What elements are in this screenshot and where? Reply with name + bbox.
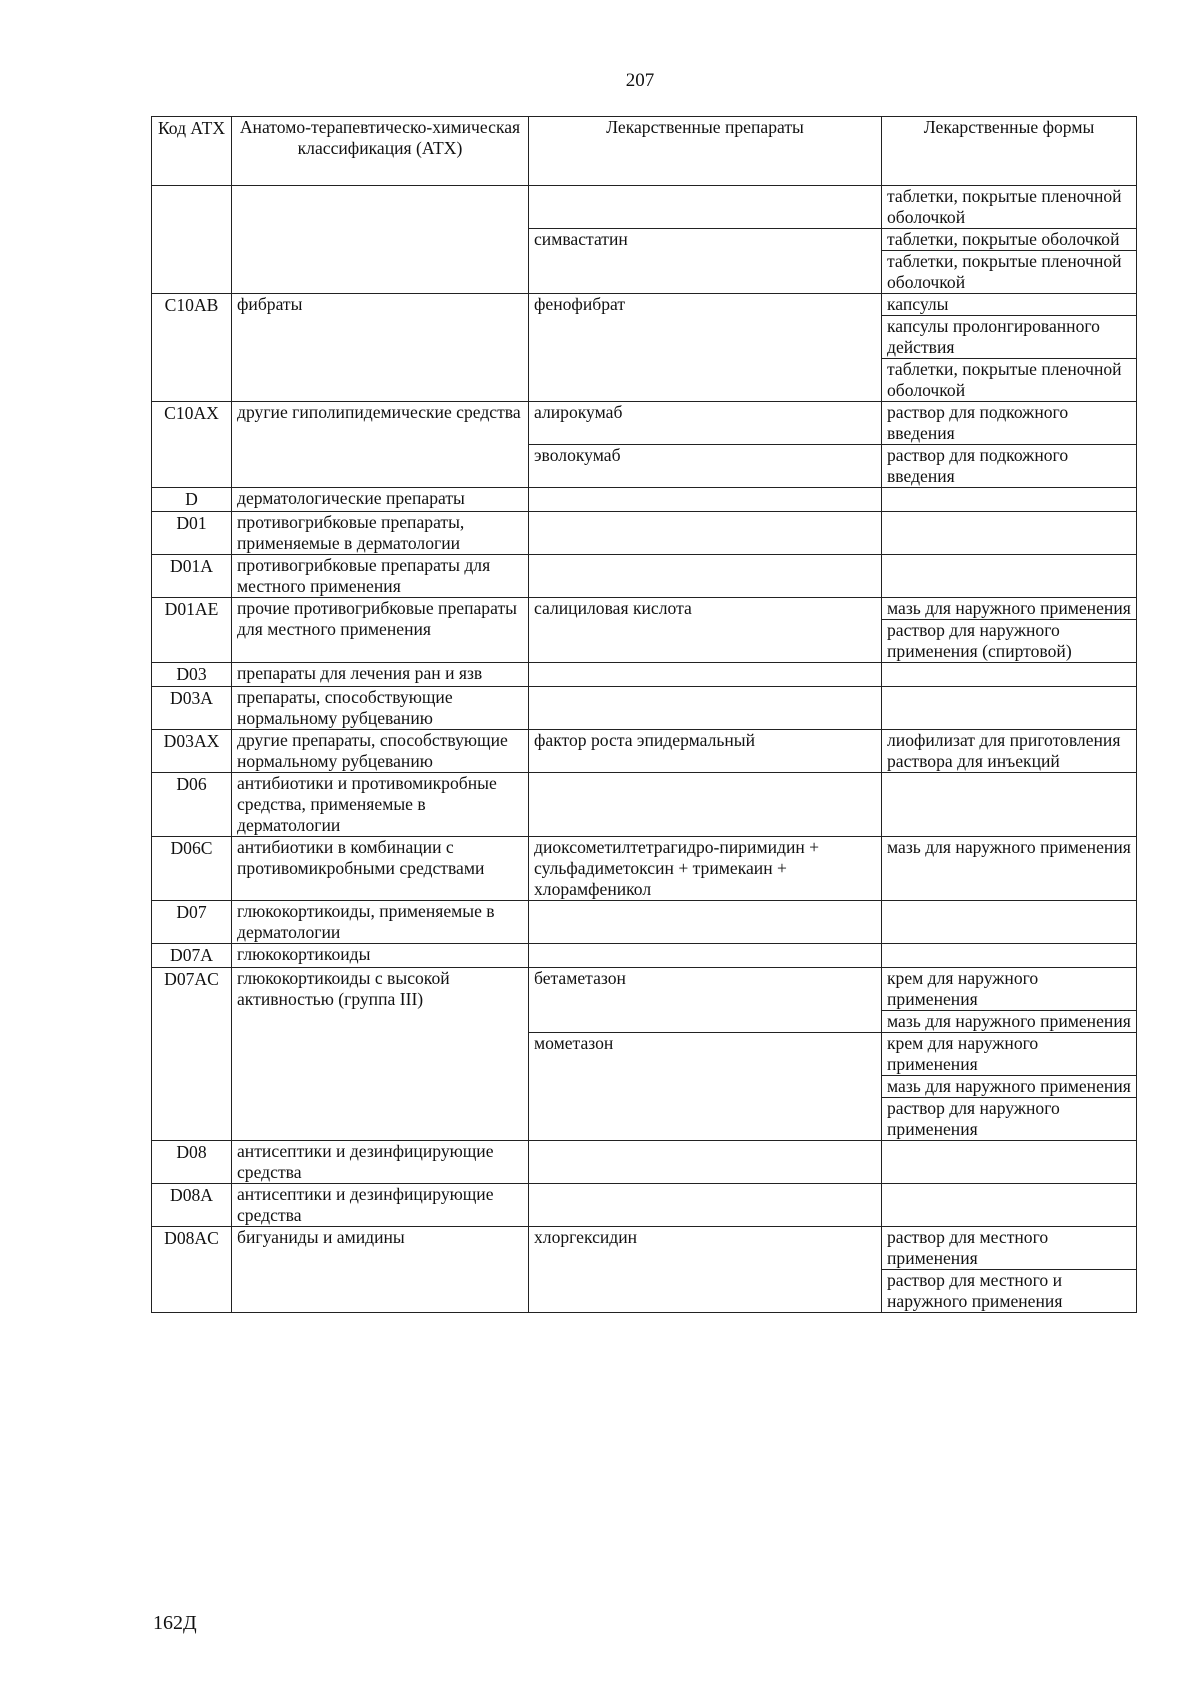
table-row <box>152 186 1137 229</box>
table-row <box>152 512 1137 555</box>
drug-name <box>529 512 882 555</box>
dosage-form: таблетки, покрытые оболочкой <box>882 229 1137 251</box>
atc-name: противогрибковые препараты, применяемые в дерматологии <box>232 512 529 555</box>
table-row <box>152 1141 1137 1184</box>
dosage-form <box>882 512 1137 555</box>
atc-code: D03 <box>152 663 232 687</box>
table-row <box>152 730 1137 773</box>
atc-name: антисептики и дезинфицирующие средства <box>232 1184 529 1227</box>
atc-code: D <box>152 488 232 512</box>
header-forms: Лекарственные формы <box>882 117 1137 186</box>
atc-code: D01 <box>152 512 232 555</box>
atc-name <box>232 186 529 294</box>
footer-code: 162Д <box>153 1612 197 1634</box>
atc-code: D07A <box>152 944 232 968</box>
dosage-form <box>882 944 1137 968</box>
dosage-form: раствор для подкожного введения <box>882 445 1137 488</box>
atc-code: D07 <box>152 901 232 944</box>
header-classification: Анатомо-терапевтическо-химическая классификация (АТХ) <box>232 117 529 186</box>
dosage-form: раствор для наружного применения (спиртовой) <box>882 620 1137 663</box>
atc-name: препараты для лечения ран и язв <box>232 663 529 687</box>
dosage-form <box>882 555 1137 598</box>
drug-name: фенофибрат <box>529 294 882 402</box>
drug-name <box>529 663 882 687</box>
dosage-form <box>882 773 1137 837</box>
dosage-form: раствор для наружного применения <box>882 1098 1137 1141</box>
dosage-form <box>882 1141 1137 1184</box>
drug-name: диоксометилтетрагидро-пиримидин + сульфадиметоксин + тримекаин + хлорамфеникол <box>529 837 882 901</box>
dosage-form: мазь для наружного применения <box>882 1011 1137 1033</box>
drug-name <box>529 1141 882 1184</box>
atc-code <box>152 186 232 294</box>
drug-name: симвастатин <box>529 229 882 294</box>
dosage-form: раствор для местного применения <box>882 1227 1137 1270</box>
table-row <box>152 968 1137 1011</box>
drug-name <box>529 901 882 944</box>
dosage-form: таблетки, покрытые пленочной оболочкой <box>882 359 1137 402</box>
atc-name: антибиотики и противомикробные средства, применяемые в дерматологии <box>232 773 529 837</box>
table-row <box>152 1184 1137 1227</box>
atc-code: C10AX <box>152 402 232 488</box>
atc-name: бигуаниды и амидины <box>232 1227 529 1313</box>
table-row <box>152 488 1137 512</box>
table-row <box>152 1227 1137 1270</box>
dosage-form: капсулы пролонгированного действия <box>882 316 1137 359</box>
drug-name <box>529 1184 882 1227</box>
drug-name <box>529 944 882 968</box>
dosage-form <box>882 901 1137 944</box>
dosage-form: крем для наружного применения <box>882 968 1137 1011</box>
dosage-form: лиофилизат для приготовления раствора для инъекций <box>882 730 1137 773</box>
atc-code: D03A <box>152 687 232 730</box>
drug-name <box>529 687 882 730</box>
table-row <box>152 837 1137 901</box>
header-drugs: Лекарственные препараты <box>529 117 882 186</box>
atc-code: D01AE <box>152 598 232 663</box>
atc-name: фибраты <box>232 294 529 402</box>
drug-name <box>529 488 882 512</box>
drug-name: эволокумаб <box>529 445 882 488</box>
atc-name: препараты, способствующие нормальному рубцеванию <box>232 687 529 730</box>
atc-code: D03AX <box>152 730 232 773</box>
drug-name <box>529 186 882 229</box>
drug-name <box>529 773 882 837</box>
drug-name <box>529 555 882 598</box>
atc-code: D07AC <box>152 968 232 1141</box>
table-row <box>152 555 1137 598</box>
table-row <box>152 598 1137 620</box>
atc-code: D08 <box>152 1141 232 1184</box>
atc-name: дерматологические препараты <box>232 488 529 512</box>
atc-name: глюкокортикоиды, применяемые в дерматологии <box>232 901 529 944</box>
atc-code: D06C <box>152 837 232 901</box>
drug-name: алирокумаб <box>529 402 882 445</box>
atc-name: прочие противогрибковые препараты для местного применения <box>232 598 529 663</box>
dosage-form <box>882 687 1137 730</box>
atc-code: D08A <box>152 1184 232 1227</box>
drug-name: мометазон <box>529 1033 882 1141</box>
atc-table <box>151 116 1137 1313</box>
drug-name: бетаметазон <box>529 968 882 1033</box>
dosage-form <box>882 663 1137 687</box>
atc-name: другие препараты, способствующие нормальному рубцеванию <box>232 730 529 773</box>
table-row <box>152 901 1137 944</box>
atc-name: антисептики и дезинфицирующие средства <box>232 1141 529 1184</box>
table-body <box>152 186 1137 1313</box>
dosage-form: крем для наружного применения <box>882 1033 1137 1076</box>
atc-name: глюкокортикоиды с высокой активностью (группа III) <box>232 968 529 1141</box>
page-number: 207 <box>625 70 655 91</box>
dosage-form: таблетки, покрытые пленочной оболочкой <box>882 251 1137 294</box>
table-header <box>152 117 1137 186</box>
drug-name: фактор роста эпидермальный <box>529 730 882 773</box>
dosage-form <box>882 1184 1137 1227</box>
atc-code: D01A <box>152 555 232 598</box>
dosage-form: мазь для наружного применения <box>882 837 1137 901</box>
header-code: Код АТХ <box>152 117 232 186</box>
drug-name: салициловая кислота <box>529 598 882 663</box>
atc-name: противогрибковые препараты для местного применения <box>232 555 529 598</box>
dosage-form <box>882 488 1137 512</box>
table-row <box>152 687 1137 730</box>
atc-code: D08AC <box>152 1227 232 1313</box>
atc-name: другие гиполипидемические средства <box>232 402 529 488</box>
table-row <box>152 402 1137 445</box>
atc-name: антибиотики в комбинации с противомикробными средствами <box>232 837 529 901</box>
table-row <box>152 944 1137 968</box>
dosage-form: мазь для наружного применения <box>882 1076 1137 1098</box>
dosage-form: таблетки, покрытые пленочной оболочкой <box>882 186 1137 229</box>
atc-code: D06 <box>152 773 232 837</box>
atc-code: C10AB <box>152 294 232 402</box>
dosage-form: раствор для подкожного введения <box>882 402 1137 445</box>
table-row <box>152 773 1137 837</box>
table-row <box>152 294 1137 316</box>
atc-name: глюкокортикоиды <box>232 944 529 968</box>
dosage-form: капсулы <box>882 294 1137 316</box>
dosage-form: раствор для местного и наружного применения <box>882 1270 1137 1313</box>
drug-name: хлоргексидин <box>529 1227 882 1313</box>
dosage-form: мазь для наружного применения <box>882 598 1137 620</box>
table-row <box>152 663 1137 687</box>
